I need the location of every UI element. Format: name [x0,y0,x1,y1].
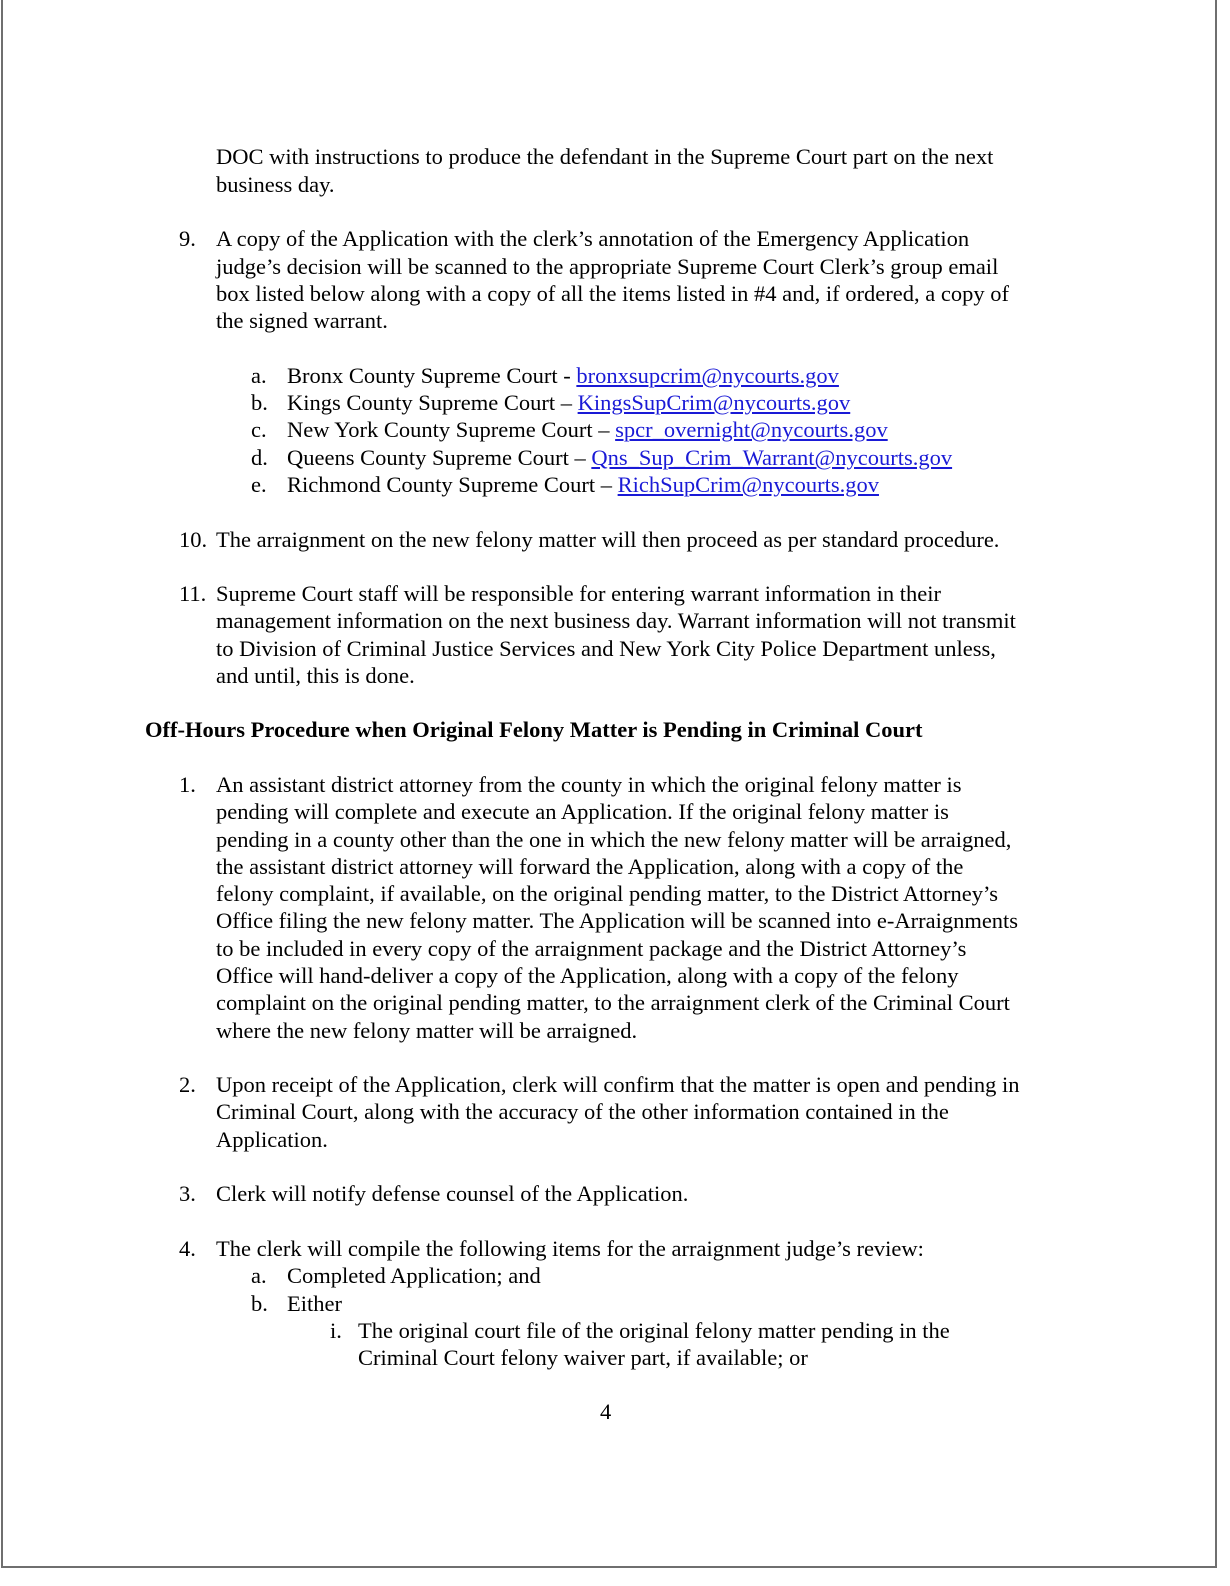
email-link-new-york[interactable]: spcr_overnight@nycourts.gov [615,417,888,442]
email-link-richmond[interactable]: RichSupCrim@nycourts.gov [617,472,879,497]
sub-item-line: Completed Application; and [287,1263,541,1288]
item-line: Office will hand-deliver a copy of the Application, along with a copy of the felony [216,963,959,988]
item-line: management information on the next business day. Warrant information will not transmit [216,608,1016,633]
email-list-item [287,416,888,443]
item-number: 3. [179,1181,196,1206]
sub-item-line: Either [287,1291,342,1316]
email-list-item [287,471,879,498]
continuation-line: DOC with instructions to produce the defendant in the Supreme Court part on the next [216,144,994,169]
email-link-kings[interactable]: KingsSupCrim@nycourts.gov [577,390,851,415]
item-line: Upon receipt of the Application, clerk will confirm that the matter is open and pending in [216,1072,1020,1097]
item-line: felony complaint, if available, on the original pending matter, to the District Attorney’s [216,881,999,906]
email-link-bronx[interactable]: bronxsupcrim@nycourts.gov [576,363,839,388]
item-line: the signed warrant. [216,308,388,333]
item-line: to be included in every copy of the arraignment package and the District Attorney’s [216,936,967,961]
item-line: An assistant district attorney from the county in which the original felony matter is [216,772,962,797]
item-line: pending will complete and execute an Application. If the original felony matter is [216,799,949,824]
court-name: Bronx County Supreme Court - [287,363,577,388]
item-number: 9. [179,226,196,251]
court-name: New York County Supreme Court – [287,417,616,442]
item-number: 4. [179,1236,196,1261]
item-line: The clerk will compile the following items for the arraignment judge’s review: [216,1236,924,1261]
email-list-item [287,444,952,471]
list-letter: b. [251,1291,268,1316]
roman-numeral: i. [330,1318,342,1343]
list-letter: a. [251,1263,267,1288]
list-letter: d. [251,445,268,470]
item-line: Office filing the new felony matter. The Application will be scanned into e-Arraignments [216,908,1019,933]
item-line: Clerk will notify defense counsel of the Application. [216,1181,689,1206]
court-name: Queens County Supreme Court – [287,445,592,470]
court-name: Richmond County Supreme Court – [287,472,618,497]
item-line: pending in a county other than the one in which the new felony matter will be arraigned, [216,827,1012,852]
item-line: where the new felony matter will be arraigned. [216,1018,638,1043]
email-list-item [287,389,850,416]
item-line: the assistant district attorney will forward the Application, along with a copy of the [216,854,964,879]
item-number: 2. [179,1072,196,1097]
list-letter: a. [251,363,267,388]
email-list-item [287,362,839,389]
item-line: A copy of the Application with the clerk’s annotation of the Emergency Application [216,226,970,251]
item-line: judge’s decision will be scanned to the appropriate Supreme Court Clerk’s group email [216,254,999,279]
item-line: Criminal Court, along with the accuracy of the other information contained in the [216,1099,949,1124]
item-number: 1. [179,772,196,797]
continuation-line: business day. [216,172,335,197]
item-number: 11. [179,581,207,606]
court-name: Kings County Supreme Court – [287,390,578,415]
item-line: Application. [216,1127,328,1152]
item-line: complaint on the original pending matter, to the arraignment clerk of the Criminal Court [216,990,1010,1015]
item-number: 10. [179,527,208,552]
item-line: and until, this is done. [216,663,415,688]
sub-sub-item-line: The original court file of the original felony matter pending in the [358,1318,950,1343]
list-letter: e. [251,472,267,497]
list-letter: b. [251,390,268,415]
item-line: The arraignment on the new felony matter will then proceed as per standard procedure. [216,527,1000,552]
email-link-queens[interactable]: Qns_Sup_Crim_Warrant@nycourts.gov [591,445,953,470]
sub-sub-item-line: Criminal Court felony waiver part, if available; or [358,1345,808,1370]
list-letter: c. [251,417,267,442]
item-line: box listed below along with a copy of all the items listed in #4 and, if ordered, a copy of [216,281,1009,306]
item-line: Supreme Court staff will be responsible for entering warrant information in their [216,581,942,606]
section-heading: Off-Hours Procedure when Original Felony Matter is Pending in Criminal Court [145,717,923,742]
item-line: to Division of Criminal Justice Services and New York City Police Department unless, [216,636,996,661]
page-number: 4 [600,1399,612,1424]
